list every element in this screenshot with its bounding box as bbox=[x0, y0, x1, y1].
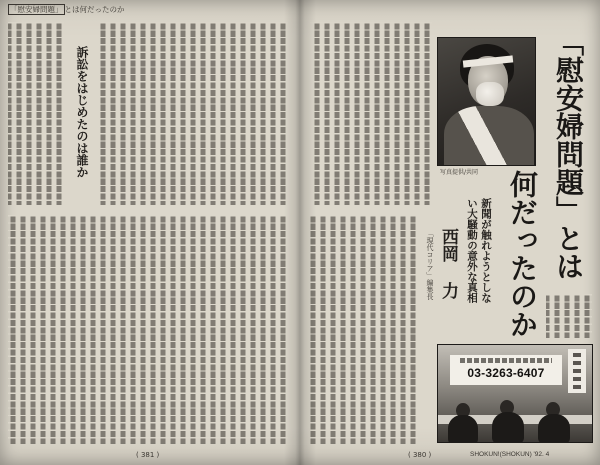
author-name: 西岡 力 bbox=[438, 228, 458, 299]
photo-banner-text-line bbox=[460, 358, 552, 363]
photo-figure-handkerchief bbox=[476, 82, 504, 106]
article-title-line1: 「慰安婦問題」とは bbox=[552, 28, 585, 280]
article-subtitle-line2: い大騒動の意外な真相 bbox=[466, 198, 478, 303]
photo-person bbox=[538, 414, 570, 442]
photo-banner bbox=[450, 355, 562, 385]
author-role: 「現代コリア」編集長 bbox=[426, 230, 434, 300]
body-text-block bbox=[310, 215, 418, 444]
running-header-title-boxed: 「慰安婦問題」 bbox=[10, 5, 63, 14]
photo-figure-body bbox=[444, 106, 534, 165]
photo-person bbox=[448, 415, 478, 442]
bottom-photo bbox=[438, 345, 592, 442]
photo-person bbox=[492, 412, 524, 442]
body-text-block bbox=[8, 22, 64, 205]
photo-vertical-sign bbox=[568, 349, 586, 393]
article-subtitle-line1: 新聞が触れようとしな bbox=[480, 198, 492, 303]
running-header bbox=[8, 4, 125, 15]
article-title-line2: 何だったのか bbox=[506, 170, 539, 338]
body-text-block bbox=[100, 22, 288, 205]
body-text-block bbox=[310, 22, 432, 205]
top-photo bbox=[438, 38, 535, 165]
photo-caption: 写真提供/共同 bbox=[440, 169, 479, 176]
lead-text-block bbox=[546, 294, 592, 338]
body-text-block bbox=[8, 215, 288, 444]
issue-footer: SHOKUN!(SHOKUN) '92. 4 bbox=[470, 451, 550, 458]
photo-banner-phone-number: 03-3263-6407 bbox=[467, 366, 545, 380]
section-subheading: 訴訟をはじめたのは誰か bbox=[75, 46, 89, 178]
page-number-left: ( 381 ) bbox=[136, 451, 160, 459]
page-number-right: ( 380 ) bbox=[408, 451, 432, 459]
running-header-title-rest: とは何だったのか bbox=[64, 5, 125, 14]
